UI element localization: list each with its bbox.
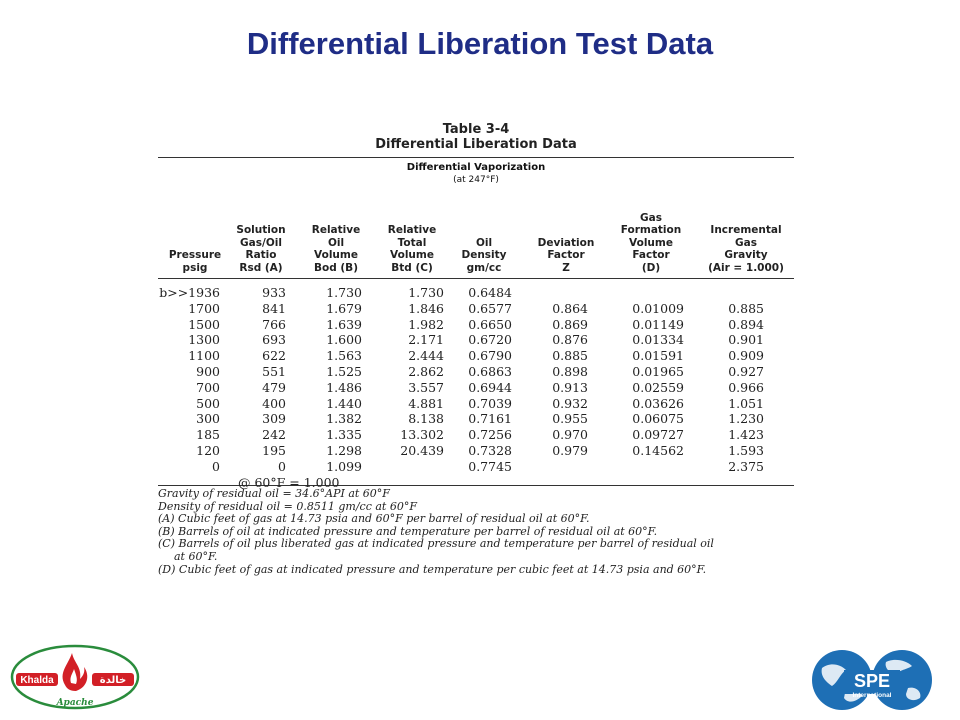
section-header-label: Differential Vaporization xyxy=(406,162,546,173)
table-cell: 0.869 xyxy=(552,316,588,332)
khalda-text-en: Khalda xyxy=(20,675,54,686)
column-header-line: Gravity xyxy=(724,249,768,261)
column-header-line: Incremental xyxy=(710,224,782,236)
table-cell: 1.639 xyxy=(326,316,362,332)
table-cell: 693 xyxy=(262,332,286,348)
table-cell: 13.302 xyxy=(400,427,444,443)
column-header-line: (D) xyxy=(641,261,661,274)
table-cell: 1.600 xyxy=(326,332,362,348)
table-row xyxy=(158,411,794,427)
table-cell: 0.01149 xyxy=(632,316,684,332)
table-cell: 0.02559 xyxy=(632,379,684,395)
table-cell: 0.898 xyxy=(552,364,588,379)
table-cell: 0.966 xyxy=(728,379,764,395)
table-notes xyxy=(158,488,794,576)
khalda-text-ar: خالدة xyxy=(99,675,127,686)
table-cell: 309 xyxy=(262,411,286,427)
column-header xyxy=(614,212,688,275)
column-header-line: Rsd (A) xyxy=(239,261,283,274)
table-note: (B) Barrels of oil at indicated pressure and temperature per barrel of residual oil at 60°F. xyxy=(158,524,658,538)
column-header-line: Solution xyxy=(236,224,286,236)
table-row xyxy=(158,364,794,380)
table-cell: 0 xyxy=(278,458,286,474)
column-header-row xyxy=(158,186,794,278)
spe-sub: International xyxy=(852,692,892,699)
column-header-line: Factor xyxy=(547,249,585,261)
table-cell: 0.6650 xyxy=(468,316,512,332)
table-cell: 0.6863 xyxy=(468,364,512,379)
column-header-line: Volume xyxy=(390,249,434,261)
table-cell: 0.03626 xyxy=(632,395,684,411)
column-header-line: Formation xyxy=(620,224,682,236)
column-header-line: Gas xyxy=(640,211,662,224)
table-note: (A) Cubic feet of gas at 14.73 psia and 60°F per barrel of residual oil at 60°F. xyxy=(158,512,590,526)
table-row xyxy=(158,380,794,396)
table-cell: 0.901 xyxy=(728,332,764,348)
table-cell: 8.138 xyxy=(408,411,444,427)
column-header-line: Volume xyxy=(629,236,673,249)
table-footer-note: @ 60°F = 1.000 xyxy=(238,474,340,490)
table-cell: 1500 xyxy=(188,316,220,332)
table-cell: 0.01591 xyxy=(632,348,684,364)
table-cell: 1.679 xyxy=(326,300,362,316)
table-cell: 0.927 xyxy=(728,364,764,379)
table-cell: 0.876 xyxy=(552,332,588,348)
table-row xyxy=(158,332,794,348)
table-cell: 0.6790 xyxy=(468,348,512,364)
spe-text: SPE xyxy=(853,671,891,691)
table-cell: 1100 xyxy=(188,348,220,364)
table-cell: 0.894 xyxy=(728,316,764,332)
table-row xyxy=(158,427,794,443)
column-header-line: Volume xyxy=(314,249,358,261)
spe-logo xyxy=(810,648,934,712)
table-cell: 0.932 xyxy=(552,395,588,411)
table-cell: 120 xyxy=(196,443,220,458)
table-cell: 1.730 xyxy=(408,285,444,300)
table-cell: 1.423 xyxy=(728,427,764,443)
table-cell: 622 xyxy=(262,348,286,364)
table-cell: 1.982 xyxy=(408,316,444,332)
column-header-line: psig xyxy=(182,261,208,274)
table-cell: 0.909 xyxy=(728,348,764,364)
column-header-line: Density xyxy=(461,249,507,261)
table-cell: 0.6944 xyxy=(468,379,512,395)
column-header xyxy=(160,249,230,274)
column-header-line: Relative xyxy=(387,224,437,236)
table-cell: 0.6484 xyxy=(468,285,512,300)
table-cell: 0.979 xyxy=(552,443,588,458)
table-cell: 0.7256 xyxy=(468,427,512,443)
table-cell: 0.6720 xyxy=(468,332,512,348)
column-header-line: Bod (B) xyxy=(314,261,358,274)
table-cell: 841 xyxy=(262,300,286,316)
column-header-line: Factor xyxy=(632,249,670,261)
table-cell: 400 xyxy=(262,395,286,411)
table-cell: 1.730 xyxy=(326,285,362,300)
table-cell: 0.970 xyxy=(552,427,588,443)
column-header-line: Deviation xyxy=(537,236,595,249)
table-cell: 766 xyxy=(262,316,286,332)
column-header-line: Z xyxy=(562,261,570,274)
table-cell: 0.6577 xyxy=(468,300,512,316)
table-row xyxy=(158,459,794,475)
table-cell: 242 xyxy=(262,427,286,443)
table-cell: 1.230 xyxy=(728,411,764,427)
table-body xyxy=(158,279,794,490)
table-cell: 0.01965 xyxy=(632,364,684,379)
table-row xyxy=(158,348,794,364)
column-header xyxy=(306,224,366,274)
column-header-line: Btd (C) xyxy=(391,261,433,274)
column-header-line: gm/cc xyxy=(466,261,502,274)
table-cell: 1.486 xyxy=(326,379,362,395)
table-cell: 20.439 xyxy=(400,443,444,458)
table-cell: 933 xyxy=(262,285,286,300)
table-row xyxy=(158,301,794,317)
table-cell: 0.01009 xyxy=(632,300,684,316)
table-cell: 0.06075 xyxy=(632,411,684,427)
table-cell: 700 xyxy=(196,379,220,395)
column-header-line: Total xyxy=(397,236,427,249)
table-cell: 1.846 xyxy=(408,300,444,316)
column-header xyxy=(698,224,794,274)
table-cell: 0.7745 xyxy=(468,458,512,474)
column-header-line: Relative xyxy=(311,224,361,236)
table-row xyxy=(158,443,794,459)
table-cell: 1.335 xyxy=(326,427,362,443)
column-header xyxy=(232,224,290,274)
table-caption-title: Differential Liberation Data xyxy=(375,137,577,152)
column-header-line: Ratio xyxy=(245,249,277,261)
table-cell: 1300 xyxy=(188,332,220,348)
table-cell: 1.298 xyxy=(326,443,362,458)
table-row xyxy=(158,285,794,301)
section-header xyxy=(158,158,794,186)
table-cell: 0.913 xyxy=(552,379,588,395)
table-cell: 0.7328 xyxy=(468,443,512,458)
table-cell: 1.051 xyxy=(728,395,764,411)
table-cell: 0.864 xyxy=(552,300,588,316)
column-header-line: Gas xyxy=(735,236,757,249)
table-cell: 2.171 xyxy=(408,332,444,348)
table-row xyxy=(158,317,794,333)
table-cell: 1.563 xyxy=(326,348,362,364)
table-cell: 1700 xyxy=(188,300,220,316)
table-note: (C) Barrels of oil plus liberated gas at indicated pressure and temperature per barrel of residual oil xyxy=(158,537,714,551)
column-header-line: Pressure xyxy=(168,249,222,261)
table-figure xyxy=(158,122,794,576)
column-header-line: Gas/Oil xyxy=(240,236,282,249)
table-cell: 4.881 xyxy=(408,395,444,411)
table-cell: 1.099 xyxy=(326,458,362,474)
table-cell: 0.885 xyxy=(552,348,588,364)
table-caption-number: Table 3-4 xyxy=(442,122,510,137)
table-cell: 300 xyxy=(196,411,220,427)
table-cell: 0.7039 xyxy=(468,395,512,411)
table-cell: 0.14562 xyxy=(632,443,684,458)
table-row xyxy=(158,396,794,412)
table-cell: 0.01334 xyxy=(632,332,684,348)
table-cell: 2.375 xyxy=(728,458,764,474)
khalda-logo xyxy=(10,643,140,711)
table-note: Density of residual oil = 0.8511 gm/cc at 60°F xyxy=(158,499,417,513)
table-note: (D) Cubic feet of gas at indicated pressure and temperature per cubic feet at 14.73 psia and 60°F. xyxy=(158,562,707,576)
column-header xyxy=(530,237,602,275)
column-header xyxy=(458,237,510,275)
table-cell: 0.09727 xyxy=(632,427,684,443)
table-cell: 900 xyxy=(196,364,220,379)
table-cell: 479 xyxy=(262,379,286,395)
table-cell: b>>1936 xyxy=(159,285,220,300)
column-header xyxy=(382,224,442,274)
table-cell: 0.7161 xyxy=(468,411,512,427)
table-cell: 551 xyxy=(262,364,286,379)
slide-title: Differential Liberation Test Data xyxy=(246,26,714,61)
table-cell: 500 xyxy=(196,395,220,411)
table-cell: 2.444 xyxy=(408,348,444,364)
table-footer-row xyxy=(158,475,794,491)
table-cell: 1.593 xyxy=(728,443,764,458)
table-cell: 195 xyxy=(262,443,286,458)
table-cell: 0.885 xyxy=(728,300,764,316)
table-cell: 1.525 xyxy=(326,364,362,379)
table-cell: 185 xyxy=(196,427,220,443)
table-cell: 0.955 xyxy=(552,411,588,427)
table-cell: 2.862 xyxy=(408,364,444,379)
table-note: Gravity of residual oil = 34.6°API at 60°F xyxy=(158,487,390,500)
section-header-temp: (at 247°F) xyxy=(453,175,499,185)
column-header-line: Oil xyxy=(475,236,493,249)
table-cell: 3.557 xyxy=(408,379,444,395)
table-note: at 60°F. xyxy=(174,549,218,563)
table-cell: 1.382 xyxy=(326,411,362,427)
column-header-line: Oil xyxy=(327,236,345,249)
table-cell: 1.440 xyxy=(326,395,362,411)
khalda-sub: Apache xyxy=(56,698,94,708)
table-cell: 0 xyxy=(212,458,220,474)
column-header-line: (Air = 1.000) xyxy=(708,261,784,274)
